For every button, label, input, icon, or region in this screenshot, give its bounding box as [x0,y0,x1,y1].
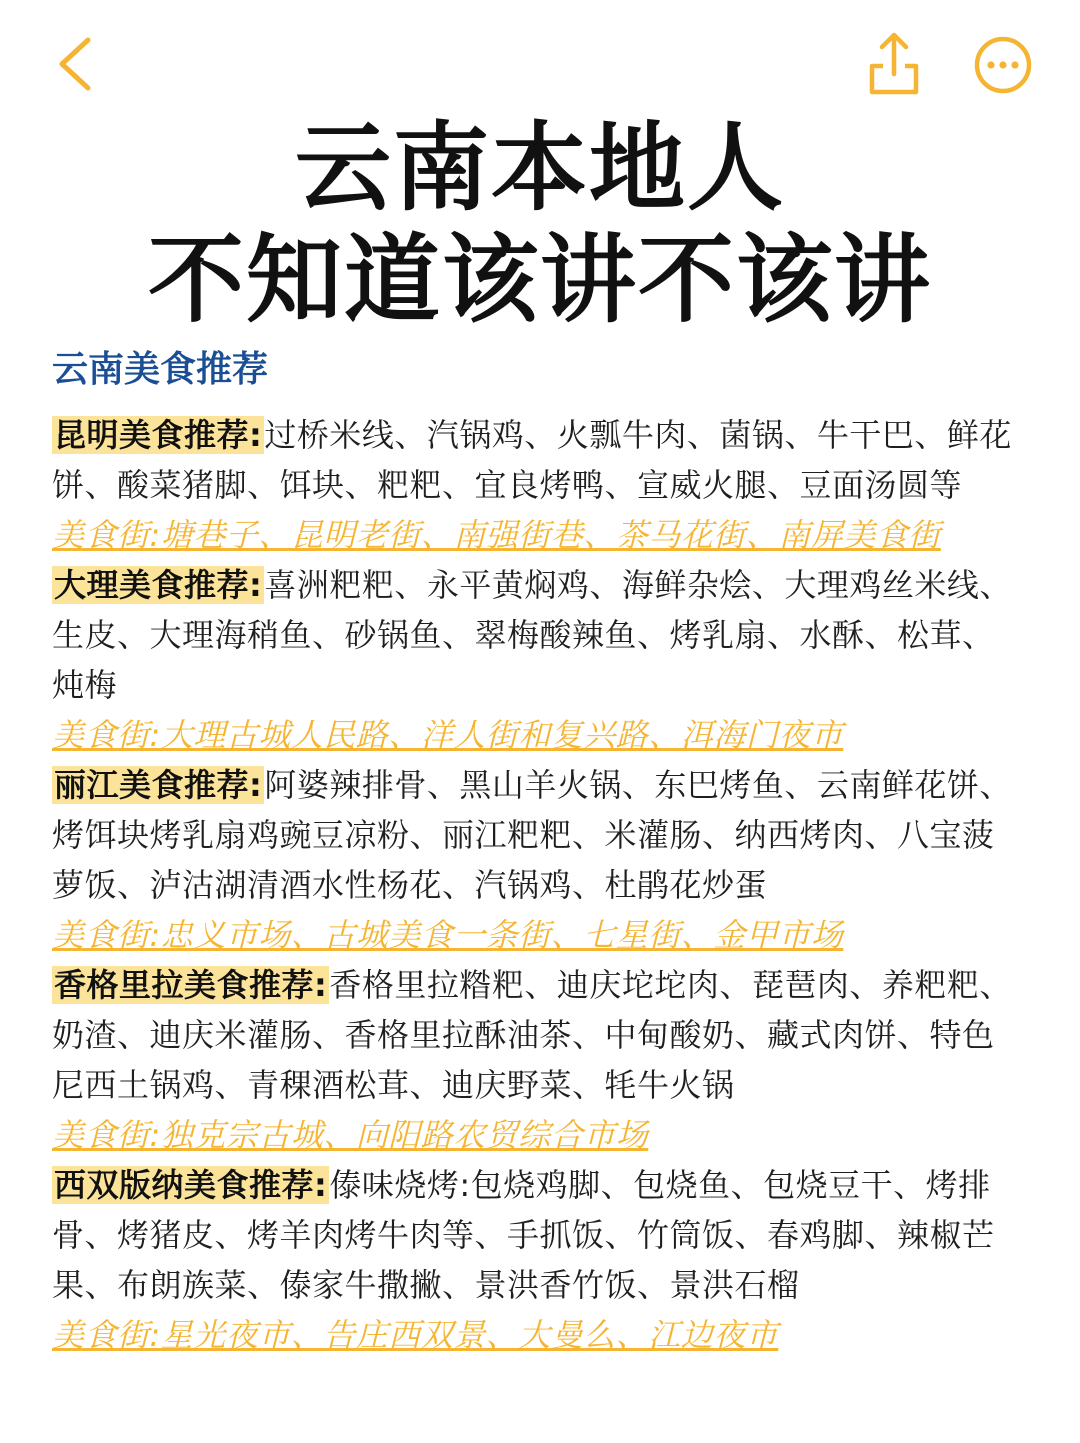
city-foods: 喜洲粑粑、永平黄焖鸡、海鲜杂烩、大理鸡丝米线、生皮、大理海稍鱼、砂锅鱼、翠梅酸辣鱼、烤乳扇、水酥、松茸、炖梅 [52,566,1012,704]
city-foods: 香格里拉糌粑、迪庆坨坨肉、琵琶肉、养粑粑、奶渣、迪庆米灌肠、香格里拉酥油茶、中甸酸奶、藏式肉饼、特色尼西土锅鸡、青稞酒松茸、迪庆野菜、牦牛火锅 [52,966,1012,1104]
city-label: 香格里拉美食推荐: [54,966,328,1004]
city-label: 西双版纳美食推荐: [54,1166,328,1204]
share-button[interactable] [864,30,924,96]
chevron-left-icon [52,34,112,94]
food-street-link[interactable]: 美食街:塘巷子、昆明老街、南强街巷、茶马花街、南屏美食街 [52,516,941,554]
city-block-shangri-la [52,960,1020,1110]
food-recommendation-list [52,410,1020,1360]
share-icon [864,30,924,96]
city-block-kunming [52,410,1020,510]
city-label: 丽江美食推荐: [54,766,263,804]
food-street-link[interactable]: 美食街:忠义市场、古城美食一条街、七星街、金甲市场 [52,916,844,954]
top-navigation-bar [0,0,1080,130]
city-foods: 傣味烧烤:包烧鸡脚、包烧鱼、包烧豆干、烤排骨、烤猪皮、烤羊肉烤牛肉等、手抓饭、竹筒饭、春鸡脚、辣椒芒果、布朗族菜、傣家牛撒撇、景洪香竹饭、景洪石榴 [52,1166,995,1304]
city-block-dali [52,560,1020,710]
city-label: 大理美食推荐: [54,566,263,604]
hero-title-line2: 不知道该讲不该讲 [148,224,932,336]
hero-title [0,112,1080,336]
city-block-lijiang [52,760,1020,910]
city-label: 昆明美食推荐: [54,416,263,454]
back-button[interactable] [52,34,112,94]
food-street-link[interactable]: 美食街:星光夜市、告庄西双景、大曼么、江边夜市 [52,1316,779,1354]
hero-title-line1: 云南本地人 [295,112,785,224]
city-block-xishuangbanna [52,1160,1020,1310]
city-foods: 阿婆辣排骨、黑山羊火锅、东巴烤鱼、云南鲜花饼、烤饵块烤乳扇鸡豌豆凉粉、丽江粑粑、米灌肠、纳西烤肉、八宝菠萝饭、泸沽湖清酒水性杨花、汽锅鸡、杜鹃花炒蛋 [52,766,1012,904]
more-icon [974,36,1032,94]
city-foods: 过桥米线、汽锅鸡、火瓢牛肉、菌锅、牛干巴、鲜花饼、酸菜猪脚、饵块、粑粑、宜良烤鸭、宣威火腿、豆面汤圆等 [52,416,1012,504]
food-street-link[interactable]: 美食街:大理古城人民路、洋人街和复兴路、洱海门夜市 [52,716,844,754]
food-street-link[interactable]: 美食街:独克宗古城、向阳路农贸综合市场 [52,1116,649,1154]
section-title: 云南美食推荐 [52,349,269,390]
more-options-button[interactable] [974,36,1032,94]
